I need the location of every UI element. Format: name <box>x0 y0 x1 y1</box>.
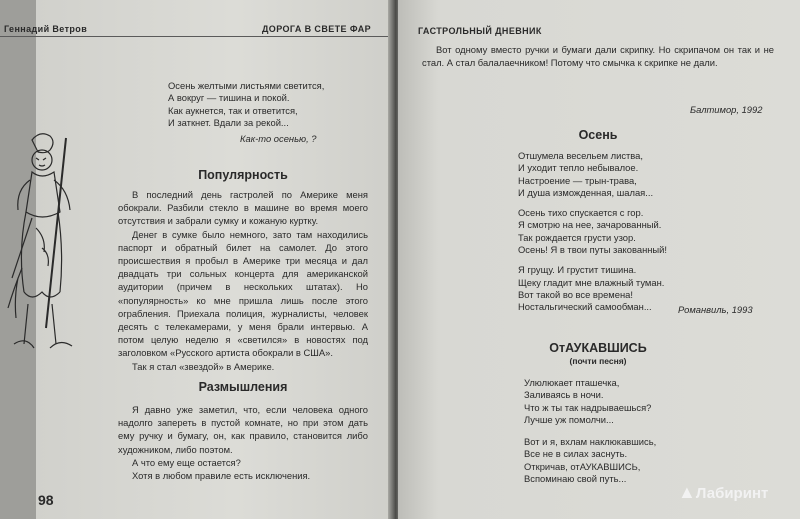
poem-line: Я грущу. И грустит тишина. <box>518 264 637 276</box>
poem-line: Улюлюкает пташечка, <box>524 377 620 388</box>
section-heading-popularity: Популярность <box>198 168 288 182</box>
poem-line: Что ж ты так надрываешься? <box>524 401 652 413</box>
poem-line: Осень! Я в твои путы закованный! <box>518 244 668 256</box>
poem-line: Откричав, отАУКАВШИСЬ, <box>524 460 641 472</box>
running-author: Геннадий Ветров <box>4 24 88 34</box>
poem-subtitle: (почти песня) <box>569 356 627 366</box>
poem-autumn-source: Романвиль, 1993 <box>678 304 753 315</box>
poem-line: Так рождается грусти узор. <box>518 231 636 243</box>
watermark-text: Лабиринт <box>695 485 769 502</box>
poem-line: Отшумела весельем листва, <box>518 150 644 161</box>
paragraph: Вот одному вместо ручки и бумаги дали скрипку. Но скрипачом он так и не стал. А стал балалаечником! Потому что смычка к скрипке не дали. <box>422 44 774 69</box>
paragraph: Денег в сумке было немного, зато там находились паспорт и обратный билет на самолет. До этого происшествия я пробыл в Америке три месяца и дал двадцать три сольных концерта для американской аудитории (причем в нескольких штатах). Но «популярность» ко мне пришла лишь после этого ограбления. Приехала полиция, журналисты, человек десять с телекамерами, у меня брали интервью. А потом целую неделю я «светился» в новостях под заголовком «Русского артиста обокрали в США». <box>118 228 368 359</box>
poem-line: Настроение — трын-трава, <box>518 174 637 186</box>
poem-block <box>168 80 324 129</box>
jester-illustration <box>2 128 82 378</box>
poem-otaukavshis <box>524 377 656 485</box>
header-rule <box>0 36 393 37</box>
left-page <box>0 0 393 519</box>
intro-source: Балтимор, 1992 <box>690 104 763 115</box>
paragraph: В последний день гастролей по Америке меня обокрали. Разбили стекло в машине во время моего отсутствия и забрали сумку и кожаную куртку. <box>118 189 368 227</box>
poem-line: Ностальгический самообман... <box>518 301 652 313</box>
poem-line: А вокруг — тишина и покой. <box>168 92 290 104</box>
poem-title-autumn: Осень <box>578 128 618 142</box>
poem-line: И заткнет. Вдали за рекой... <box>168 116 289 128</box>
poem-line: Осень желтыми листьями светится, <box>168 80 325 91</box>
poem-line: И уходит тепло небывалое. <box>518 162 639 174</box>
poem-line: Вот и я, вхлам наклюкавшись, <box>524 436 657 448</box>
right-page <box>398 0 800 519</box>
poem-title-otaukavshis: ОтАУКАВШИСЬ <box>549 341 647 355</box>
section-reflections-text <box>118 403 368 482</box>
paragraph: А что ему еще остается? <box>132 456 241 468</box>
watermark-logo: ▲Лабиринт <box>678 482 769 502</box>
poem-line: Вот такой во все времена! <box>518 288 633 300</box>
page-number: 98 <box>38 492 54 508</box>
poem-line: Как аукнется, так и ответится, <box>168 104 298 116</box>
poem-autumn <box>518 150 667 314</box>
poem-source: Как-то осенью, ? <box>240 133 317 144</box>
poem-line: Заливаясь в ночи. <box>524 389 604 401</box>
section-popularity-text <box>118 188 368 373</box>
running-title: ГАСТРОЛЬНЫЙ ДНЕВНИК <box>418 26 542 36</box>
intro-text <box>422 43 774 69</box>
paragraph: Так я стал «звездой» в Америке. <box>132 360 275 372</box>
paragraph: Хотя в любом правиле есть исключения. <box>132 470 311 482</box>
poem-line: И душа изможденная, шалая... <box>518 186 654 198</box>
poem-line: Лучше уж помолчи... <box>524 413 614 425</box>
running-title: ДОРОГА В СВЕТЕ ФАР <box>262 24 371 34</box>
poem-line: Вспоминаю свой путь... <box>524 473 627 485</box>
poem-line: Все не в силах заснуть. <box>524 448 628 460</box>
poem-line: Осень тихо спускается с гор. <box>518 207 644 219</box>
poem-line: Я смотрю на нее, зачарованный. <box>518 219 662 231</box>
poem-line: Щеку гладит мне влажный туман. <box>518 276 665 288</box>
paragraph: Я давно уже заметил, что, если человека одного надолго запереть в пустой комнате, но при этом дать ему ручку и бумагу, он, как правило, становится либо художником, либо поэтом. <box>118 404 368 455</box>
section-heading-reflections: Размышления <box>198 380 288 394</box>
